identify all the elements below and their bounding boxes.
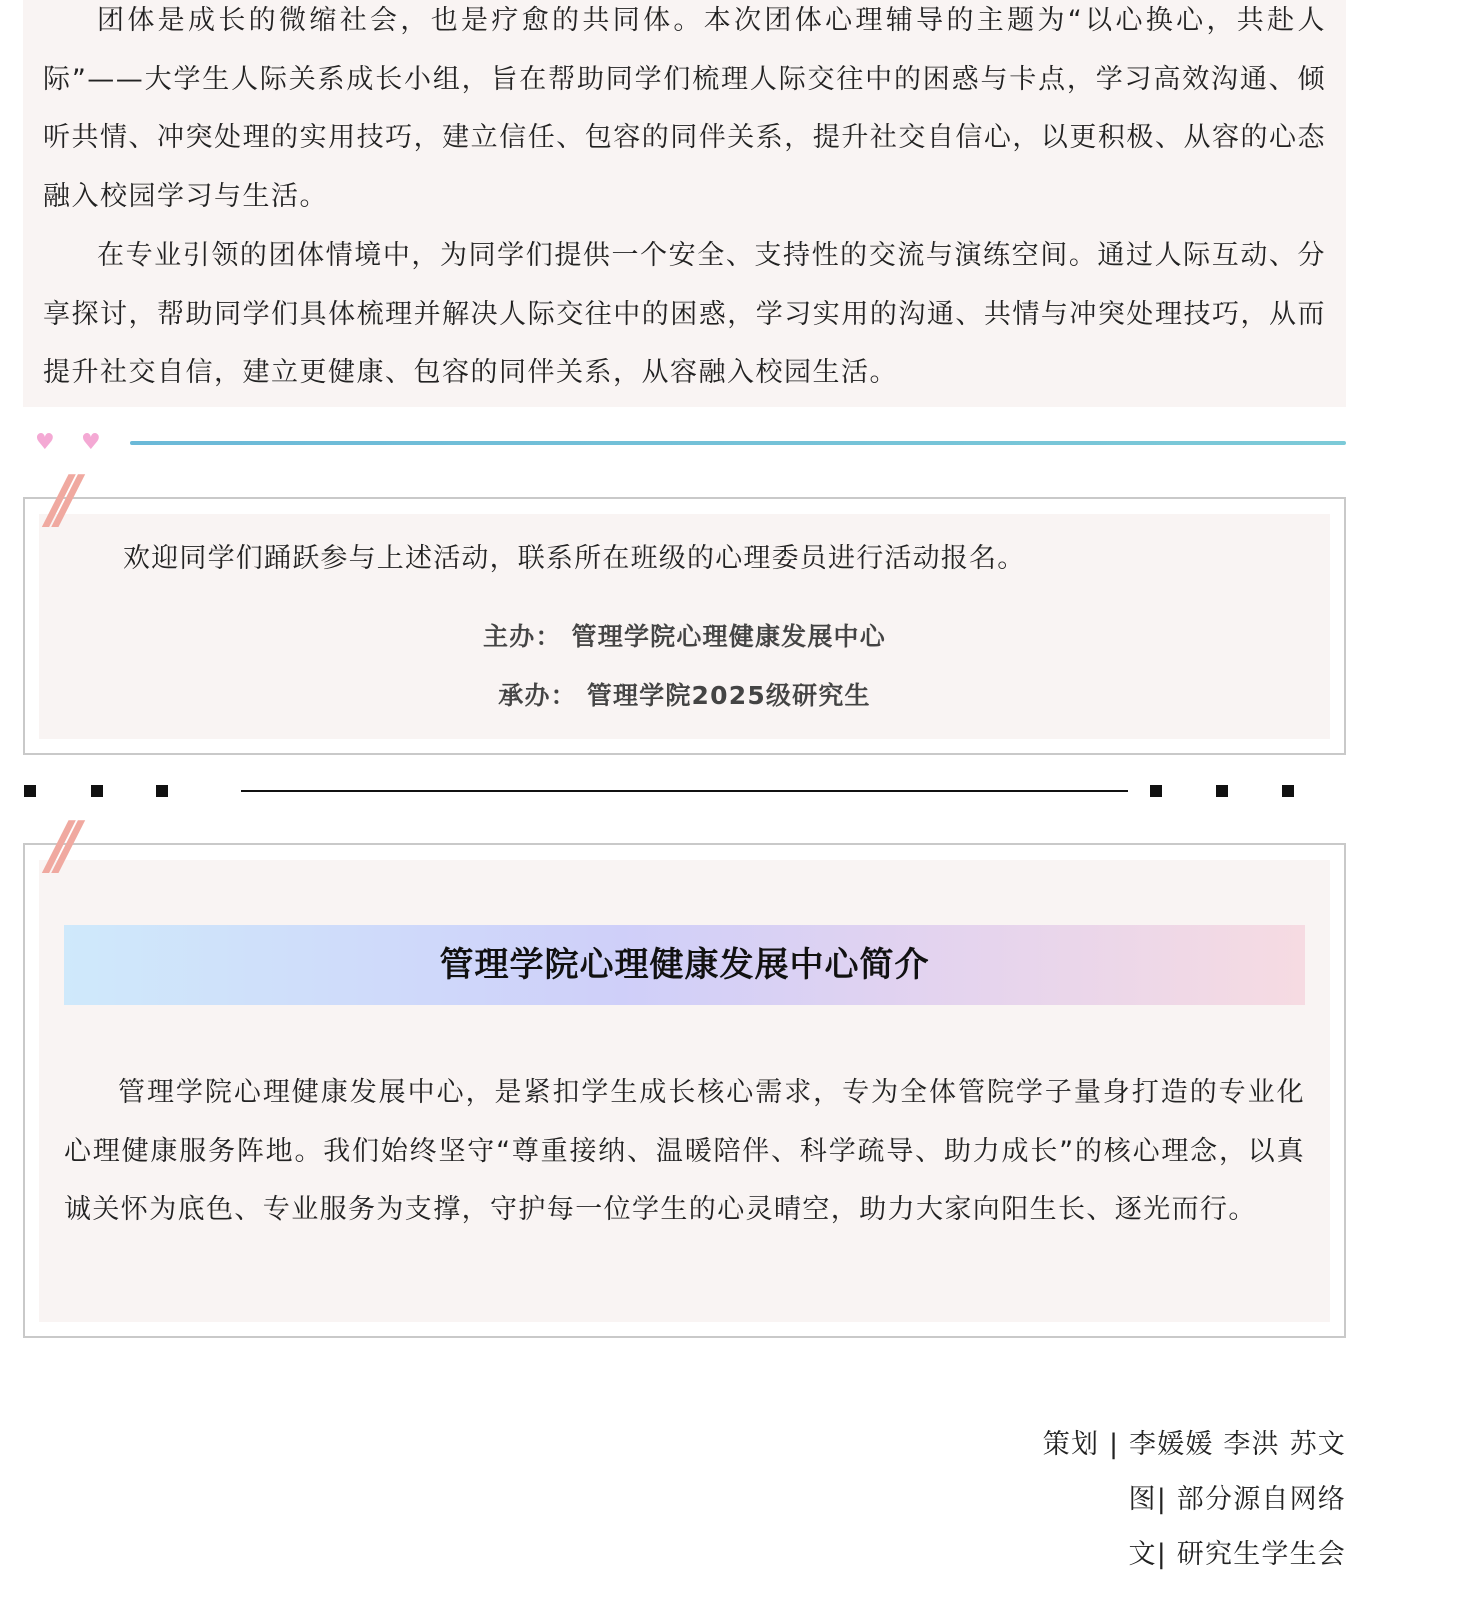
center-description: 管理学院心理健康发展中心，是紧扣学生成长核心需求，专为全体管院学子量身打造的专业化心理健康服务阵地。我们始终坚守“尊重接纳、温暖陪伴、科学疏导、助力成长”的核心理念，以真诚关怀为底色、专业服务为支撑，守护每一位学生的心灵晴空，助力大家向阳生长、逐光而行。: [64, 1077, 1305, 1226]
signup-panel: [39, 514, 1330, 739]
signup-box: [23, 497, 1346, 755]
heart-icon: ♥: [81, 430, 101, 455]
heart-icon: ♥: [35, 430, 55, 455]
divider-line: [241, 790, 1128, 792]
credit-planning: 策划 | 李媛媛 李洪 苏文: [1042, 1429, 1346, 1460]
credit-text: 文| 研究生学生会: [1128, 1539, 1346, 1570]
credit-images: 图| 部分源自网络: [1128, 1484, 1346, 1515]
square-dot-icon: [24, 785, 36, 797]
square-dot-icon: [1282, 785, 1294, 797]
intro-paragraph-1: 团体是成长的微缩社会，也是疗愈的共同体。本次团体心理辅导的主题为“以心换心，共赴人际”——大学生人际关系成长小组，旨在帮助同学们梳理人际交往中的困惑与卡点，学习高效沟通、倾听共情、冲突处理的实用技巧，建立信任、包容的同伴关系，提升社交自信心，以更积极、从容的心态融入校园学习与生活。: [43, 5, 1326, 213]
section-title: 管理学院心理健康发展中心简介: [64, 925, 1305, 1005]
square-dot-icon: [1216, 785, 1228, 797]
welcome-text: 欢迎同学们踊跃参与上述活动，联系所在班级的心理委员进行活动报名。: [123, 543, 1026, 574]
square-dot-icon: [91, 785, 103, 797]
intro-paragraph-2: 在专业引领的团体情境中，为同学们提供一个安全、支持性的交流与演练空间。通过人际互动、分享探讨，帮助同学们具体梳理并解决人际交往中的困惑，学习实用的沟通、共情与冲突处理技巧，从而提升社交自信，建立更健康、包容的同伴关系，从容融入校园生活。: [43, 239, 1326, 389]
heart-divider: [30, 428, 1346, 458]
credits: [1043, 1417, 1346, 1582]
square-dot-icon: [1150, 785, 1162, 797]
square-dot-icon: [156, 785, 168, 797]
organizer-line: 承办： 管理学院2025级研究生: [498, 681, 871, 710]
dotted-divider: [0, 780, 1470, 802]
quote-mark-icon: //: [48, 463, 67, 537]
quote-mark-icon: //: [48, 809, 67, 883]
intro-section: [23, 0, 1346, 407]
center-intro-box: [23, 843, 1346, 1338]
host-line: 主办： 管理学院心理健康发展中心: [483, 622, 886, 651]
center-intro-panel: [39, 860, 1330, 1322]
divider-line: [130, 441, 1346, 445]
